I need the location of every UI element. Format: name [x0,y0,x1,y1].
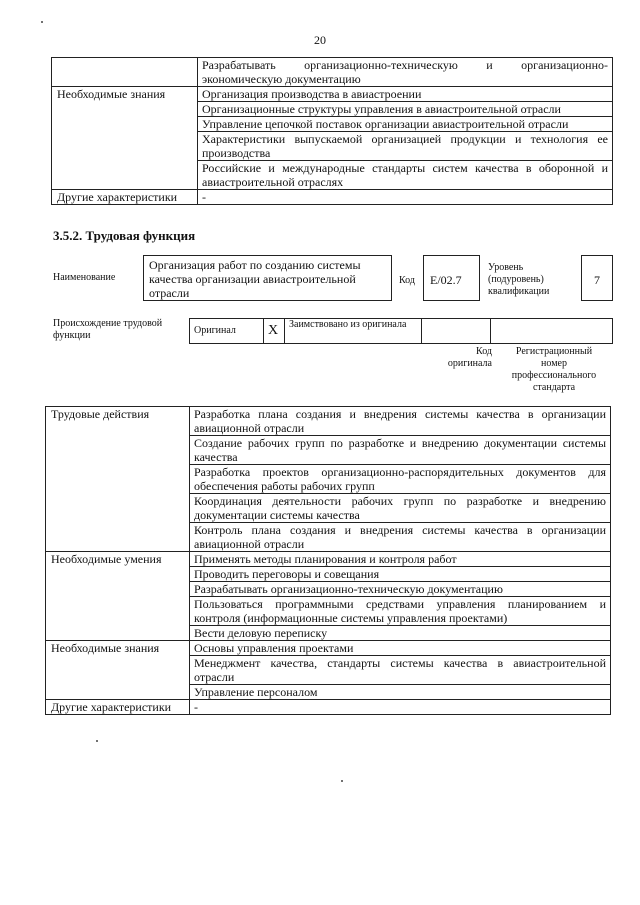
registration-caption: Регистрационный номер профессионального стандарта [511,346,597,393]
borrowed-label: Заимствовано из оригинала [285,319,422,344]
row-value: Организация производства в авиастроении [198,87,613,102]
row-value: Разрабатывать организационно-техническую и организационно-экономическую документацию [198,58,613,87]
name-label: Наименование [53,272,116,283]
code-label: Код [399,275,415,286]
table-row [46,641,611,656]
origin-label: Происхождение трудовой функции [53,318,163,341]
skills-table-1 [51,57,613,205]
original-label: Оригинал [190,319,264,344]
row-value: Управление цепочкой поставок организации авиастроительной отрасли [198,117,613,132]
row-value: Создание рабочих групп по разработке и внедрению документации системы качества [190,436,611,465]
table-row [46,700,611,715]
code-value: Е/02.7 [430,273,462,287]
row-label: Необходимые умения [46,552,190,641]
level-label: Уровень (подуровень) квалификации [488,262,550,297]
row-label [52,58,198,87]
function-name: Организация работ по созданию системы качества организации авиастроительной отрасли [149,258,361,300]
table-row [52,58,613,87]
row-value: Разработка плана создания и внедрения системы качества в организации авиационной отрасли [190,407,611,436]
scan-speck [341,780,343,782]
row-value: Применять методы планирования и контроля работ [190,552,611,567]
row-label: Трудовые действия [46,407,190,552]
table-row [190,319,613,344]
row-value: Разрабатывать организационно-техническую документацию [190,582,611,597]
skills-table-2 [45,406,611,715]
row-label: Другие характеристики [46,700,190,715]
row-value: Управление персоналом [190,685,611,700]
row-value: Пользоваться программными средствами управления планированием и контроля (информационные системы управления проектами) [190,597,611,626]
level-value: 7 [594,273,600,287]
row-value: Контроль плана создания и внедрения системы качества в организации авиационной отрасли [190,523,611,552]
row-value: Основы управления проектами [190,641,611,656]
original-code-cell [422,319,491,344]
row-value: Характеристики выпускаемой организацией продукции и технология ее производства [198,132,613,161]
scan-speck [41,21,43,23]
origin-table [189,318,613,344]
registration-number-cell [491,319,613,344]
section-title: 3.5.2. Трудовая функция [53,228,196,243]
row-label: Другие характеристики [52,190,198,205]
row-value: Российские и международные стандарты систем качества в оборонной и авиастроительной отраслях [198,161,613,190]
row-value: Менеджмент качества, стандарты системы качества в авиастроительной отрасли [190,656,611,685]
scan-speck [96,740,98,742]
table-row [52,87,613,102]
page-number: 20 [314,33,326,47]
table-row [52,190,613,205]
row-value: Проводить переговоры и совещания [190,567,611,582]
table-row [46,552,611,567]
row-value: Организационные структуры управления в авиастроительной отрасли [198,102,613,117]
table-row [46,407,611,436]
row-label: Необходимые знания [52,87,198,190]
row-value: - [190,700,611,715]
row-label: Необходимые знания [46,641,190,700]
row-value: Координация деятельности рабочих групп по разработке и внедрению документации системы качества [190,494,611,523]
function-name-box [143,255,392,301]
row-value: Разработка проектов организационно-распорядительных документов для обеспечения работы рабочих групп [190,465,611,494]
code-caption: Код оригинала [447,346,492,369]
code-box [423,255,480,301]
row-value: Вести деловую переписку [190,626,611,641]
original-mark: X [264,319,285,344]
row-value: - [198,190,613,205]
level-box [581,255,613,301]
